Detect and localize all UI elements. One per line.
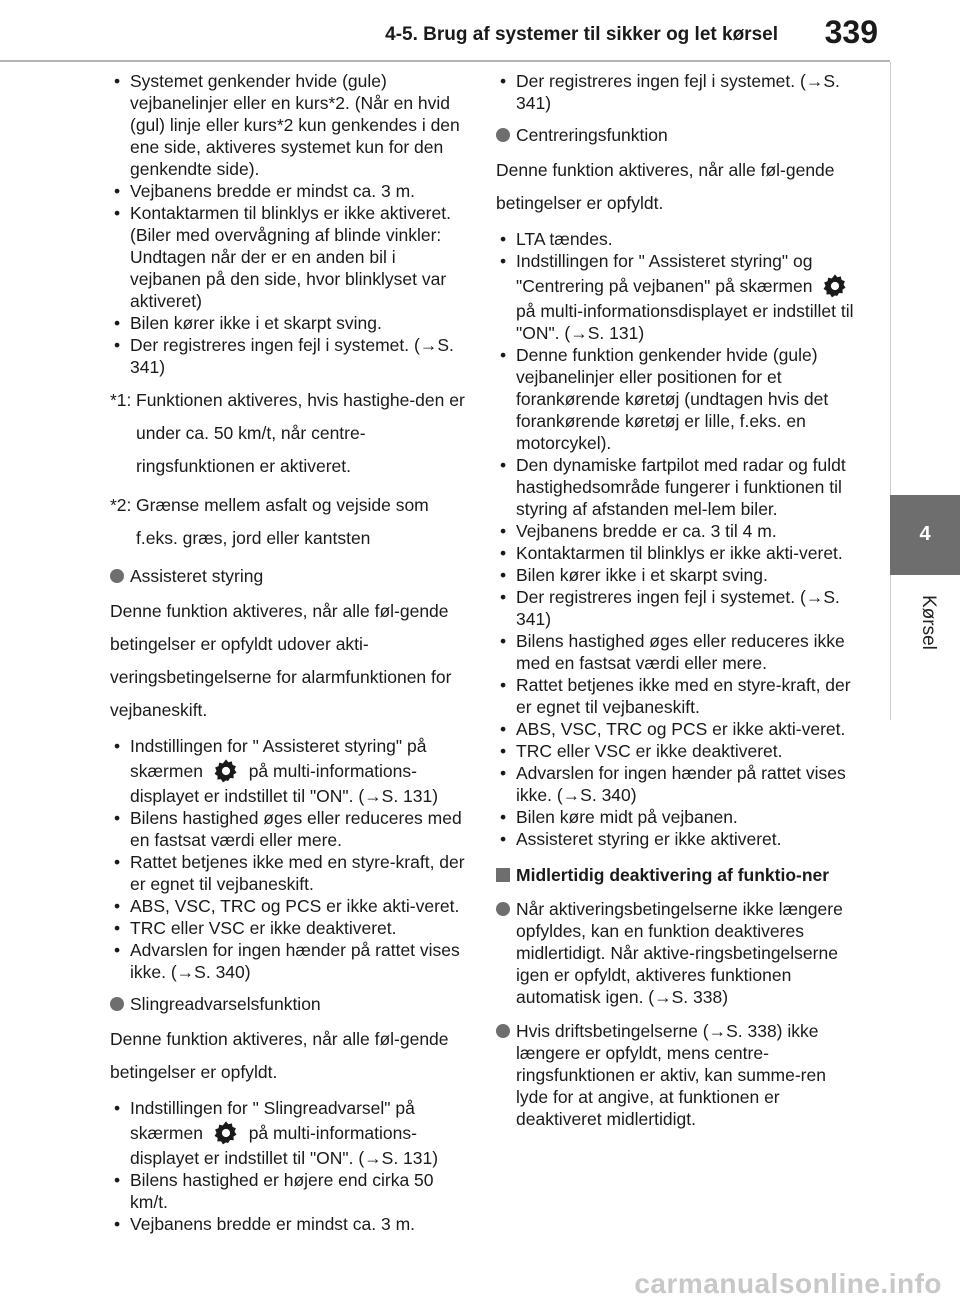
list-item [496, 740, 856, 762]
heading-temporary-deactivation [496, 864, 856, 886]
watermark: carmanualsonline.info [634, 1268, 942, 1299]
list-item-text: Den dynamiske fartpilot med radar og fuldt hastighedsområde fungerer i funktionen til styring af afstanden mel-lem biler. [516, 455, 846, 519]
list-item-text: Indstillingen for " Slingreadvarsel" på skærmen [130, 1098, 415, 1143]
list-item [496, 806, 856, 828]
list-item-text: Der registreres ingen fejl i systemet. (→S. 341) [516, 587, 840, 629]
list-item-text: Der registreres ingen fejl i systemet. (→S. 341) [516, 71, 840, 113]
list-item [110, 851, 465, 895]
list-item [496, 674, 856, 718]
side-margin [890, 62, 960, 495]
bullet-circle-icon [110, 569, 124, 583]
list-item [496, 454, 856, 520]
list-item [110, 807, 465, 851]
bullet-circle-icon [496, 902, 510, 916]
paragraph: Denne funktion aktiveres, når alle føl-gende betingelser er opfyldt. [110, 1029, 449, 1082]
list-item [496, 586, 856, 630]
list-item-text: Advarslen for ingen hænder på rattet vises ikke. (→S. 340) [516, 763, 846, 805]
paragraph: Denne funktion aktiveres, når alle føl-gende betingelser er opfyldt udover akti-veringsbetingelserne for alarmfunktionen for vejbaneskift. [110, 601, 452, 720]
note-text: Når aktiveringsbetingelserne ikke længere opfyldes, kan en funktion deaktiveres midlertidigt. Når aktive-ringsbetingelserne igen er opfyldt, aktiveres funktionen automatisk igen. (→S. 338) [516, 899, 843, 1007]
list-item [496, 344, 856, 454]
list-item-text: Bilens hastighed øges eller reduceres ikke med en fastsat værdi eller mere. [516, 631, 845, 673]
list-item-text: TRC eller VSC er ikke deaktiveret. [130, 918, 397, 938]
heading-text: Midlertidig deaktivering af funktio-ner [516, 865, 830, 885]
list-item [110, 1169, 465, 1213]
list-item [110, 939, 465, 983]
chapter-tab [890, 495, 960, 575]
list-item [110, 1097, 465, 1169]
bullet-square-icon [496, 868, 510, 882]
list-item-text: Denne funktion genkender hvide (gule) vejbanelinjer eller positionen for et forankørende køretøj (undtagen hvis det forankørende køretøj er lille, f.eks. en motorcykel). [516, 345, 829, 453]
list-item [110, 70, 465, 180]
list-item-text: ABS, VSC, TRC og PCS er ikke akti-veret. [516, 719, 846, 739]
note-item [496, 898, 856, 1008]
list-item-text: Kontaktarmen til blinklys er ikke akti-veret. [516, 543, 843, 563]
footnote-1 [110, 384, 465, 483]
list-item [110, 1213, 465, 1235]
list-item-text: Bilen kører ikke i et skarpt sving. [130, 313, 382, 333]
list-item-text: Indstillingen for " Assisteret styring" og "Centrering på vejbanen" på skærmen [516, 251, 813, 296]
subheading-text: Assisteret styring [130, 566, 264, 586]
list-item [496, 718, 856, 740]
list-item [496, 630, 856, 674]
list-item [496, 828, 856, 850]
list-item-text: Vejbanens bredde er mindst ca. 3 m. [130, 181, 416, 201]
list-item [496, 250, 856, 344]
chapter-label: Kørsel [918, 595, 939, 650]
list-item [110, 334, 465, 378]
list-item-text: Bilens hastighed er højere end cirka 50 km/t. [130, 1170, 434, 1212]
section-title: 4-5. Brug af systemer til sikker og let kørsel [385, 24, 778, 45]
bullet-circle-icon [110, 997, 124, 1011]
list-item-text: TRC eller VSC er ikke deaktiveret. [516, 741, 783, 761]
list-item-text: på multi-informations-displayet er indstillet til "ON". (→S. 131) [130, 1123, 439, 1168]
list-item-text: Systemet genkender hvide (gule) vejbanelinjer eller en kurs*2. (Når en hvid (gul) linje eller kurs*2 kun genkendes i den ene side, aktiveres systemet kun for den genkendte side). [130, 71, 460, 179]
list-item-text: Rattet betjenes ikke med en styre-kraft, der er egnet til vejbaneskift. [130, 852, 465, 894]
list-item-text: Bilens hastighed øges eller reduceres med en fastsat værdi eller mere. [130, 808, 462, 850]
note-text: Hvis driftsbetingelserne (→S. 338) ikke længere er opfyldt, mens centre-ringsfunktionen er aktiv, kan summe-ren lyde for at angive, at funktionen er deaktiveret midlertidigt. [516, 1021, 826, 1129]
footnote-mark: *2: [110, 495, 132, 515]
list-item [496, 564, 856, 586]
list-item-text: Indstillingen for " Assisteret styring" på skærmen [130, 736, 427, 781]
list-item [110, 917, 465, 939]
list-item-text: Bilen køre midt på vejbanen. [516, 807, 738, 827]
subheading-weave-warning [110, 993, 465, 1015]
list-item [496, 228, 856, 250]
chapter-number: 4 [919, 523, 931, 545]
list-item-text: Vejbanens bredde er mindst ca. 3 m. [130, 1214, 416, 1234]
list-item [110, 735, 465, 807]
bullet-circle-icon [496, 128, 510, 142]
bullet-circle-icon [496, 1024, 510, 1038]
list-item-text: Bilen kører ikke i et skarpt sving. [516, 565, 768, 585]
gear-icon [212, 1119, 240, 1147]
paragraph: Denne funktion aktiveres, når alle føl-gende betingelser er opfyldt. [496, 160, 835, 213]
list-item-text: LTA tændes. [516, 229, 613, 249]
footnote-text: Funktionen aktiveres, hvis hastighe-den er under ca. 50 km/t, når centre-ringsfunktionen er aktiveret. [136, 390, 465, 476]
gear-icon [821, 272, 849, 300]
subheading-centering [496, 124, 856, 146]
list-item [496, 762, 856, 806]
page-number: 339 [824, 14, 878, 50]
list-item-text: Assisteret styring er ikke aktiveret. [516, 829, 782, 849]
list-item-text: Vejbanens bredde er ca. 3 til 4 m. [516, 521, 777, 541]
gear-icon [212, 757, 240, 785]
list-item [110, 312, 465, 334]
list-item-text: på multi-informations-displayet er indstillet til "ON". (→S. 131) [130, 761, 439, 806]
list-item-text: på multi-informationsdisplayet er indstillet til "ON". (→S. 131) [516, 301, 854, 343]
list-item [496, 70, 856, 114]
list-item-text: Der registreres ingen fejl i systemet. (→S. 341) [130, 335, 454, 377]
subheading-assisted-steering [110, 565, 465, 587]
chapter-label-box [890, 575, 960, 720]
list-item [110, 895, 465, 917]
note-item [496, 1020, 856, 1130]
list-item-text: Kontaktarmen til blinklys er ikke aktiveret. (Biler med overvågning af blinde vinkler: Undtagen når der er en anden bil i vejbanen på den side, hvor blinklyset var aktiveret) [130, 203, 451, 311]
footnote-2 [110, 489, 465, 555]
list-item [496, 542, 856, 564]
subheading-text: Centreringsfunktion [516, 125, 668, 145]
footnote-mark: *1: [110, 390, 132, 410]
right-column [496, 70, 856, 1130]
subheading-text: Slingreadvarselsfunktion [130, 994, 321, 1014]
page-header [0, 0, 890, 62]
list-item-text: Rattet betjenes ikke med en styre-kraft, der er egnet til vejbaneskift. [516, 675, 851, 717]
footnote-text: Grænse mellem asfalt og vejside som f.eks. græs, jord eller kantsten [136, 495, 429, 548]
list-item-text: ABS, VSC, TRC og PCS er ikke akti-veret. [130, 896, 460, 916]
list-item [496, 520, 856, 542]
list-item [110, 202, 465, 312]
list-item-text: Advarslen for ingen hænder på rattet vises ikke. (→S. 340) [130, 940, 460, 982]
left-column [110, 70, 465, 1235]
list-item [110, 180, 465, 202]
